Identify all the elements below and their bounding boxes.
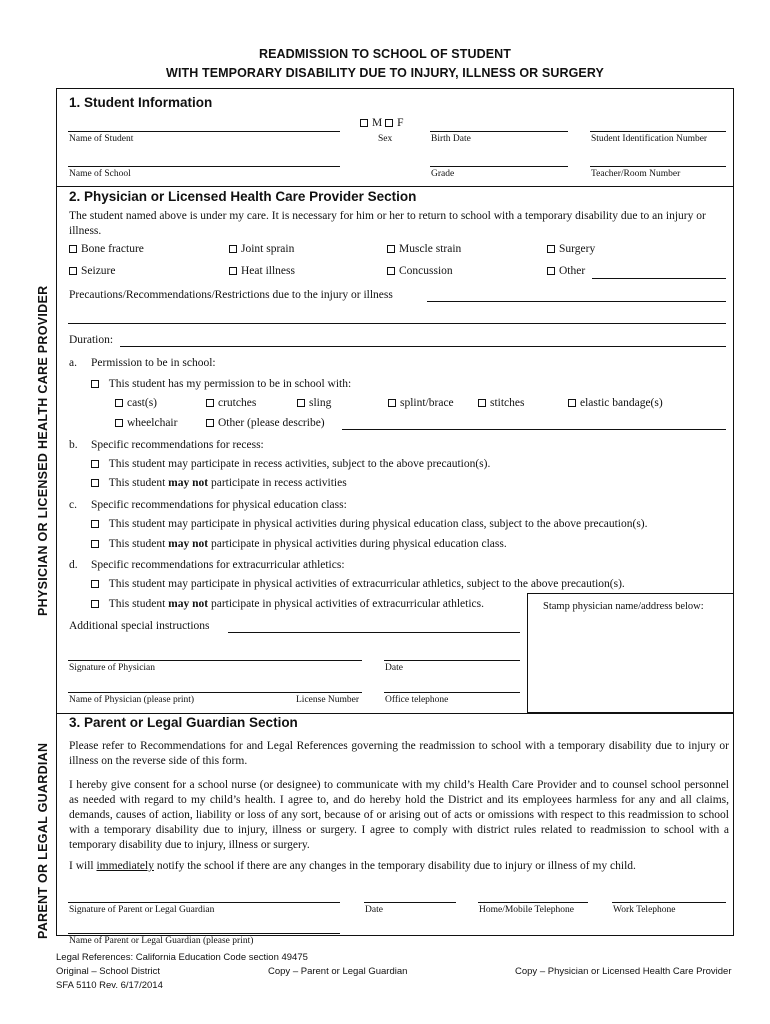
side-label-parent: PARENT OR LEGAL GUARDIAN <box>36 742 50 939</box>
physician-signature-label: Signature of Physician <box>69 663 156 673</box>
checkbox[interactable] <box>229 267 237 275</box>
checkbox[interactable] <box>91 580 99 588</box>
aid-elastic-bandage[interactable] <box>568 397 663 409</box>
aid-wheelchair[interactable] <box>115 417 177 429</box>
duration-line[interactable] <box>120 346 726 347</box>
duration-label: Duration: <box>69 334 114 346</box>
aid-other[interactable] <box>206 417 325 429</box>
recess-may-option[interactable] <box>91 458 490 470</box>
aid-label: splint/brace <box>400 397 454 409</box>
athletics-may-not-option[interactable] <box>91 598 484 610</box>
item-b-text: Specific recommendations for recess: <box>91 439 264 451</box>
aid-label: Other (please describe) <box>218 417 325 429</box>
checkbox[interactable] <box>547 267 555 275</box>
checkbox[interactable] <box>69 267 77 275</box>
option-prefix: This student <box>108 598 166 610</box>
pe-may-option[interactable] <box>91 518 648 530</box>
option-label: participate in recess activities <box>210 477 347 489</box>
additional-instructions-label: Additional special instructions <box>69 620 210 632</box>
condition-label: Joint sprain <box>241 243 295 255</box>
checkbox[interactable] <box>91 600 99 608</box>
parent-date-label: Date <box>365 905 383 915</box>
item-d-text: Specific recommendations for extracurricular athletics: <box>91 559 345 571</box>
footer-original: Original – School District <box>56 966 161 977</box>
condition-other-line[interactable] <box>592 278 726 279</box>
checkbox[interactable] <box>91 460 99 468</box>
permission-option[interactable] <box>91 378 351 390</box>
checkbox[interactable] <box>115 419 123 427</box>
item-a-letter: a. <box>69 357 77 369</box>
option-label: participate in physical activities of extracurricular athletics. <box>210 598 484 610</box>
checkbox[interactable] <box>206 419 214 427</box>
additional-instructions-line[interactable] <box>228 632 520 633</box>
section-divider-2 <box>56 713 734 714</box>
aid-stitches[interactable] <box>478 397 525 409</box>
checkbox[interactable] <box>478 399 486 407</box>
office-telephone-line[interactable] <box>384 692 520 693</box>
precautions-line-1[interactable] <box>427 301 726 302</box>
checkbox[interactable] <box>91 540 99 548</box>
form-title-line2: WITH TEMPORARY DISABILITY DUE TO INJURY, ILLNESS OR SURGERY <box>166 66 604 80</box>
physician-date-label: Date <box>385 663 403 673</box>
aid-label: stitches <box>490 397 525 409</box>
aid-label: sling <box>309 397 332 409</box>
condition-label: Bone fracture <box>81 243 144 255</box>
option-label: This student may participate in recess activities, subject to the above precaution(s). <box>108 458 491 470</box>
para3-prefix: I will <box>69 860 94 872</box>
option-prefix: This student <box>108 538 166 550</box>
checkbox[interactable] <box>387 267 395 275</box>
footer-copy-parent: Copy – Parent or Legal Guardian <box>268 966 408 977</box>
section3-para2: I hereby give consent for a school nurse (or designee) to communicate with my child’s Health Care Provider and to counsel school personnel as needed with regard to my child’s health. I agree to, and do hereby hold the District and its employees harmless for any and all claims, demands, causes of action, liability or loss of any sort, because of or arising out of acts or omissions with respect to this readmission to school with a temporary disability due to injury, illness or surgery. I agree to comply with district rules related to readmission to school with a temporary disability due to injury, illness or surgery. <box>69 779 729 851</box>
office-telephone-label: Office telephone <box>385 695 449 705</box>
grade-line[interactable] <box>430 166 568 167</box>
sex-options <box>360 117 404 129</box>
checkbox[interactable] <box>387 245 395 253</box>
checkbox[interactable] <box>69 245 77 253</box>
condition-label: Heat illness <box>241 265 295 277</box>
section2-heading: 2. Physician or Licensed Health Care Provider Section <box>69 189 417 204</box>
may-not-emphasis: may not <box>168 538 209 550</box>
parent-name-line[interactable] <box>68 933 340 934</box>
footer-copy-physician: Copy – Physician or Licensed Health Care Provider <box>515 966 732 977</box>
checkbox[interactable] <box>91 380 99 388</box>
condition-bone-fracture[interactable] <box>69 243 144 255</box>
student-name-line[interactable] <box>68 131 340 132</box>
aid-sling[interactable] <box>297 397 331 409</box>
option-label: This student has my permission to be in school with: <box>108 378 352 390</box>
aid-label: wheelchair <box>127 417 178 429</box>
physician-name-label: Name of Physician (please print) <box>69 695 195 705</box>
aid-label: cast(s) <box>127 397 158 409</box>
aid-label: crutches <box>218 397 257 409</box>
work-phone-line[interactable] <box>612 902 726 903</box>
condition-label: Surgery <box>559 243 596 255</box>
option-label: This student may participate in physical activities of extracurricular athletics, subject to the above precaution(s). <box>108 578 625 590</box>
checkbox[interactable] <box>115 399 123 407</box>
sex-f-label: F <box>397 117 404 129</box>
physician-signature-line[interactable] <box>68 660 362 661</box>
aid-crutches[interactable] <box>206 397 256 409</box>
sex-f-checkbox[interactable] <box>385 119 393 127</box>
section1-heading: 1. Student Information <box>69 95 213 110</box>
parent-signature-label: Signature of Parent or Legal Guardian <box>69 905 215 915</box>
condition-concussion[interactable] <box>387 265 453 277</box>
stamp-label: Stamp physician name/address below: <box>543 601 704 612</box>
sex-label: Sex <box>378 134 393 144</box>
option-prefix: This student <box>108 477 166 489</box>
school-name-line[interactable] <box>68 166 340 167</box>
section3-para3 <box>69 860 636 872</box>
checkbox[interactable] <box>229 245 237 253</box>
pe-may-not-option[interactable] <box>91 538 507 550</box>
student-id-line[interactable] <box>590 131 726 132</box>
immediately-emphasis: immediately <box>96 860 154 872</box>
condition-joint-sprain[interactable] <box>229 243 294 255</box>
teacher-room-label: Teacher/Room Number <box>591 169 681 179</box>
checkbox[interactable] <box>568 399 576 407</box>
condition-label: Seizure <box>81 265 116 277</box>
teacher-room-line[interactable] <box>590 166 726 167</box>
student-id-label: Student Identification Number <box>591 134 708 144</box>
home-phone-label: Home/Mobile Telephone <box>479 905 574 915</box>
section2-intro: The student named above is under my care. It is necessary for him or her to return to school with a temporary disability due to an injury or illness. <box>69 210 706 237</box>
condition-surgery[interactable] <box>547 243 595 255</box>
condition-seizure[interactable] <box>69 265 115 277</box>
condition-label: Muscle strain <box>399 243 462 255</box>
condition-muscle-strain[interactable] <box>387 243 461 255</box>
precautions-line-2[interactable] <box>68 323 726 324</box>
condition-heat-illness[interactable] <box>229 265 295 277</box>
may-not-emphasis: may not <box>168 477 209 489</box>
item-c-text: Specific recommendations for physical education class: <box>91 499 347 511</box>
aid-label: elastic bandage(s) <box>580 397 663 409</box>
section3-para1: Please refer to Recommendations for and Legal References governing the readmission to school with a temporary disability due to injury or illness on the reverse side of this form. <box>69 740 729 767</box>
aid-splint-brace[interactable] <box>388 397 454 409</box>
item-b-letter: b. <box>69 439 78 451</box>
aid-other-line[interactable] <box>342 429 726 430</box>
section3-heading: 3. Parent or Legal Guardian Section <box>69 715 298 730</box>
work-phone-label: Work Telephone <box>613 905 676 915</box>
form-title-line1: READMISSION TO SCHOOL OF STUDENT <box>258 47 512 61</box>
parent-name-label: Name of Parent or Legal Guardian (please print) <box>69 936 254 946</box>
option-label: participate in physical activities during physical education class. <box>210 538 507 550</box>
checkbox[interactable] <box>206 399 214 407</box>
physician-date-line[interactable] <box>384 660 520 661</box>
precautions-label: Precautions/Recommendations/Restrictions due to the injury or illness <box>69 289 393 301</box>
option-label: This student may participate in physical activities during physical education class, subject to the above precaution(s). <box>108 518 648 530</box>
item-c-letter: c. <box>69 499 77 511</box>
footer-legal-references: Legal References: California Education Code section 49475 <box>56 952 308 963</box>
footer-form-number: SFA 5110 Rev. 6/17/2014 <box>56 980 163 991</box>
checkbox[interactable] <box>91 520 99 528</box>
checkbox[interactable] <box>297 399 305 407</box>
sex-m-checkbox[interactable] <box>360 119 368 127</box>
name-of-school-label: Name of School <box>69 169 131 179</box>
recess-may-not-option[interactable] <box>91 477 347 489</box>
athletics-may-option[interactable] <box>91 578 625 590</box>
item-d-letter: d. <box>69 559 78 571</box>
condition-label: Concussion <box>399 265 453 277</box>
checkbox[interactable] <box>547 245 555 253</box>
may-not-emphasis: may not <box>168 598 209 610</box>
section-divider-1 <box>56 186 734 187</box>
parent-date-line[interactable] <box>364 902 456 903</box>
para3-rest: notify the school if there are any changes in the temporary disability due to injury or illness of my child. <box>156 860 636 872</box>
aid-casts[interactable] <box>115 397 157 409</box>
checkbox[interactable] <box>388 399 396 407</box>
item-a-text: Permission to be in school: <box>91 357 216 369</box>
parent-signature-line[interactable] <box>68 902 340 903</box>
grade-label: Grade <box>431 169 455 179</box>
side-label-physician: PHYSICIAN OR LICENSED HEALTH CARE PROVIDER <box>36 285 50 616</box>
name-of-student-label: Name of Student <box>69 134 134 144</box>
checkbox[interactable] <box>91 479 99 487</box>
birth-date-line[interactable] <box>430 131 568 132</box>
physician-name-line[interactable] <box>68 692 362 693</box>
birth-date-label: Birth Date <box>431 134 471 144</box>
license-number-label: License Number <box>296 695 360 705</box>
home-phone-line[interactable] <box>478 902 588 903</box>
condition-label: Other <box>559 265 586 277</box>
sex-m-label: M <box>372 117 383 129</box>
condition-other[interactable] <box>547 265 585 277</box>
